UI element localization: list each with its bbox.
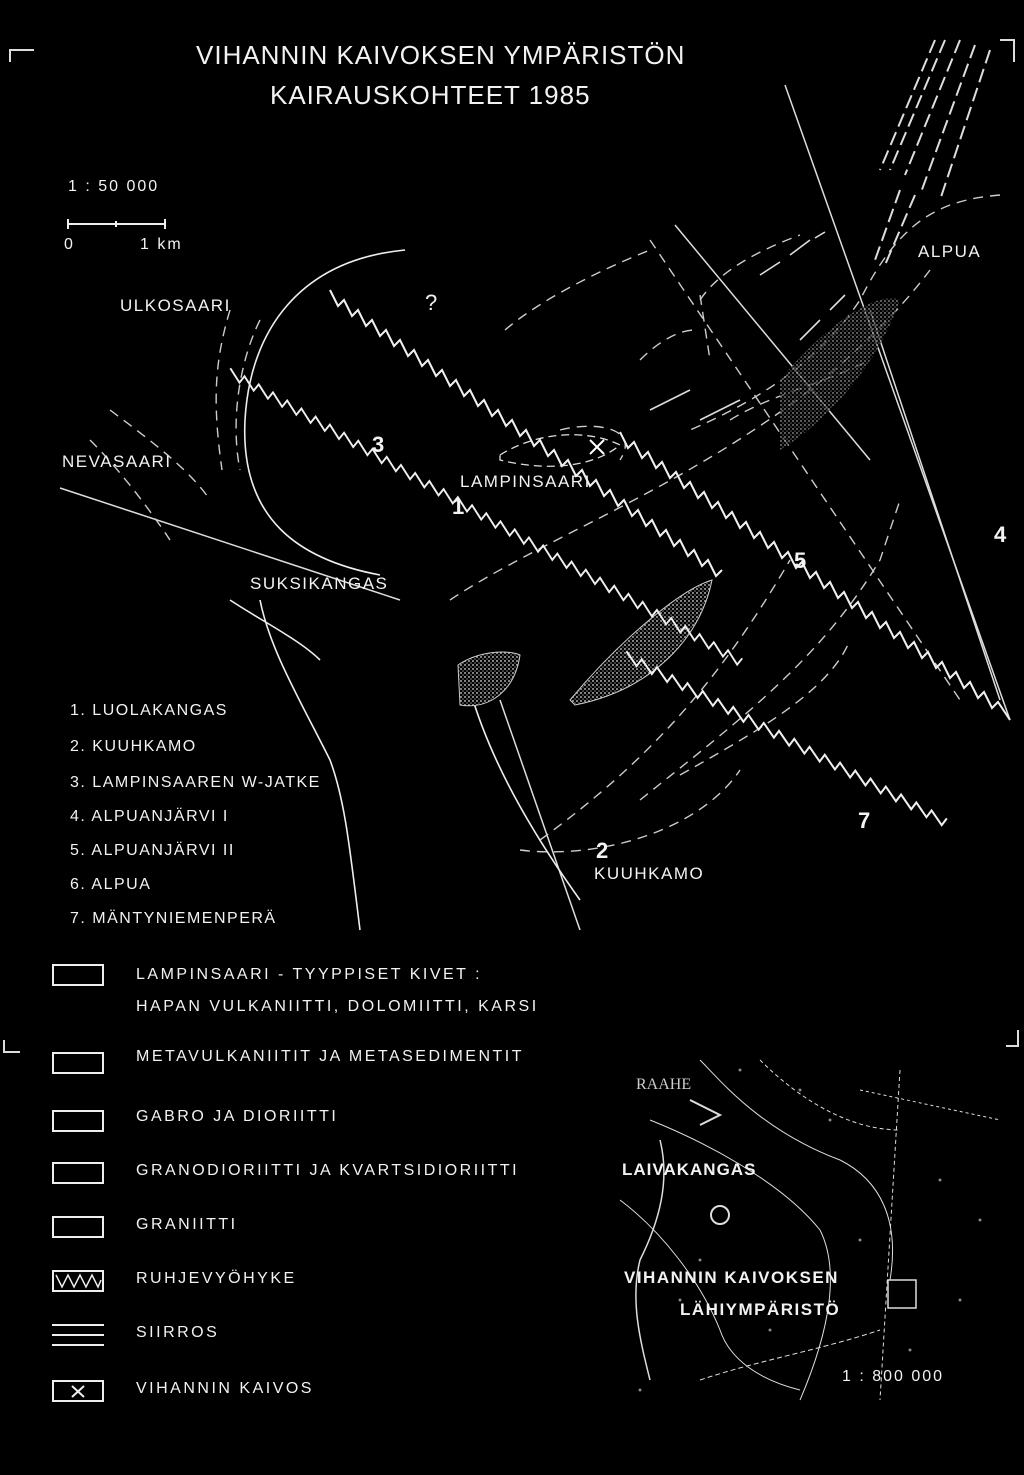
map-title-line1: VIHANNIN KAIVOKSEN YMPÄRISTÖN — [196, 40, 686, 70]
site-number-7: 7 — [858, 808, 871, 833]
mine-symbol — [590, 440, 604, 454]
legend-text: SIIRROS — [136, 1324, 220, 1341]
legend-symbol-line-icon — [52, 1324, 104, 1346]
shaded-lens-small — [458, 652, 520, 706]
corner-mark-top-left — [10, 50, 34, 62]
legend-symbol-empty-box — [52, 1216, 104, 1238]
inset-label-vihanti-line1: VIHANNIN KAIVOKSEN — [624, 1268, 839, 1287]
label-lampinsaari: LAMPINSAARI — [460, 472, 591, 491]
corner-mark-top-right — [1000, 40, 1014, 62]
legend-text: LAMPINSAARI - TYYPPISET KIVET : — [136, 966, 483, 983]
inset-label-laivakangas: LAIVAKANGAS — [622, 1160, 757, 1179]
legend-text: METAVULKANIITIT JA METASEDIMENTIT — [136, 1048, 525, 1065]
inset-map — [620, 1060, 1000, 1400]
inset-label-vihanti-line2: LÄHIYMPÄRISTÖ — [680, 1300, 841, 1319]
site-number-1: 1 — [452, 494, 465, 519]
site-list-item: 2. KUUHKAMO — [70, 738, 197, 755]
label-ulkosaari: ULKOSAARI — [120, 296, 231, 315]
site-number-2: 2 — [596, 838, 609, 863]
shaded-area-right — [780, 298, 900, 450]
label-question: ? — [425, 290, 439, 315]
crush-zone-main — [330, 290, 722, 576]
legend-symbol-empty-box — [52, 1052, 104, 1074]
label-suksikangas: SUKSIKANGAS — [250, 574, 389, 593]
legend-symbol-empty-box — [52, 1110, 104, 1132]
map-title-line2: KAIRAUSKOHTEET 1985 — [270, 80, 591, 110]
corner-mark-mid-left — [4, 1040, 20, 1052]
legend-symbol-mine-icon — [52, 1380, 104, 1402]
scale-bar-start: 0 — [64, 236, 75, 253]
legend-text: RUHJEVYÖHYKE — [136, 1270, 297, 1287]
site-number-4: 4 — [994, 522, 1007, 547]
legend-symbol-empty-box — [52, 1162, 104, 1184]
inset-label-raahe: RAAHE — [636, 1076, 692, 1093]
legend-symbol-empty-box — [52, 964, 104, 986]
label-alpua: ALPUA — [918, 242, 982, 261]
legend-text: GABRO JA DIORIITTI — [136, 1108, 339, 1125]
site-list-item: 1. LUOLAKANGAS — [70, 702, 228, 719]
dashed-fault-lines — [90, 195, 1000, 852]
label-kuuhkamo: KUUHKAMO — [594, 864, 705, 883]
fault-lines — [60, 85, 1010, 930]
site-list-item: 5. ALPUANJÄRVI II — [70, 842, 235, 859]
site-list-item: 7. MÄNTYNIEMENPERÄ — [70, 910, 277, 927]
legend-text: GRANODIORIITTI JA KVARTSIDIORIITTI — [136, 1162, 520, 1179]
parallel-dash-lines — [875, 40, 990, 265]
legend-symbol-zigzag-icon — [52, 1270, 104, 1292]
scale-bar-end: 1 km — [140, 236, 183, 253]
inset-scale: 1 : 800 000 — [842, 1368, 945, 1385]
crush-zone-east — [620, 432, 1010, 720]
site-list-item: 3. LAMPINSAAREN W-JATKE — [70, 774, 321, 791]
scale-ratio: 1 : 50 000 — [68, 178, 160, 195]
site-number-3: 3 — [372, 432, 385, 457]
inset-map-texture — [639, 1069, 982, 1392]
corner-mark-mid-right — [1006, 1030, 1018, 1046]
legend-text: GRANIITTI — [136, 1216, 238, 1233]
legend-text-2: HAPAN VULKANIITTI, DOLOMIITTI, KARSI — [136, 998, 539, 1015]
site-list-item: 6. ALPUA — [70, 876, 152, 893]
site-list-item: 4. ALPUANJÄRVI I — [70, 808, 229, 825]
site-number-5: 5 — [794, 548, 807, 573]
scale-bar — [68, 219, 165, 229]
legend-text: VIHANNIN KAIVOS — [136, 1380, 314, 1397]
label-nevasaari: NEVASAARI — [62, 452, 172, 471]
